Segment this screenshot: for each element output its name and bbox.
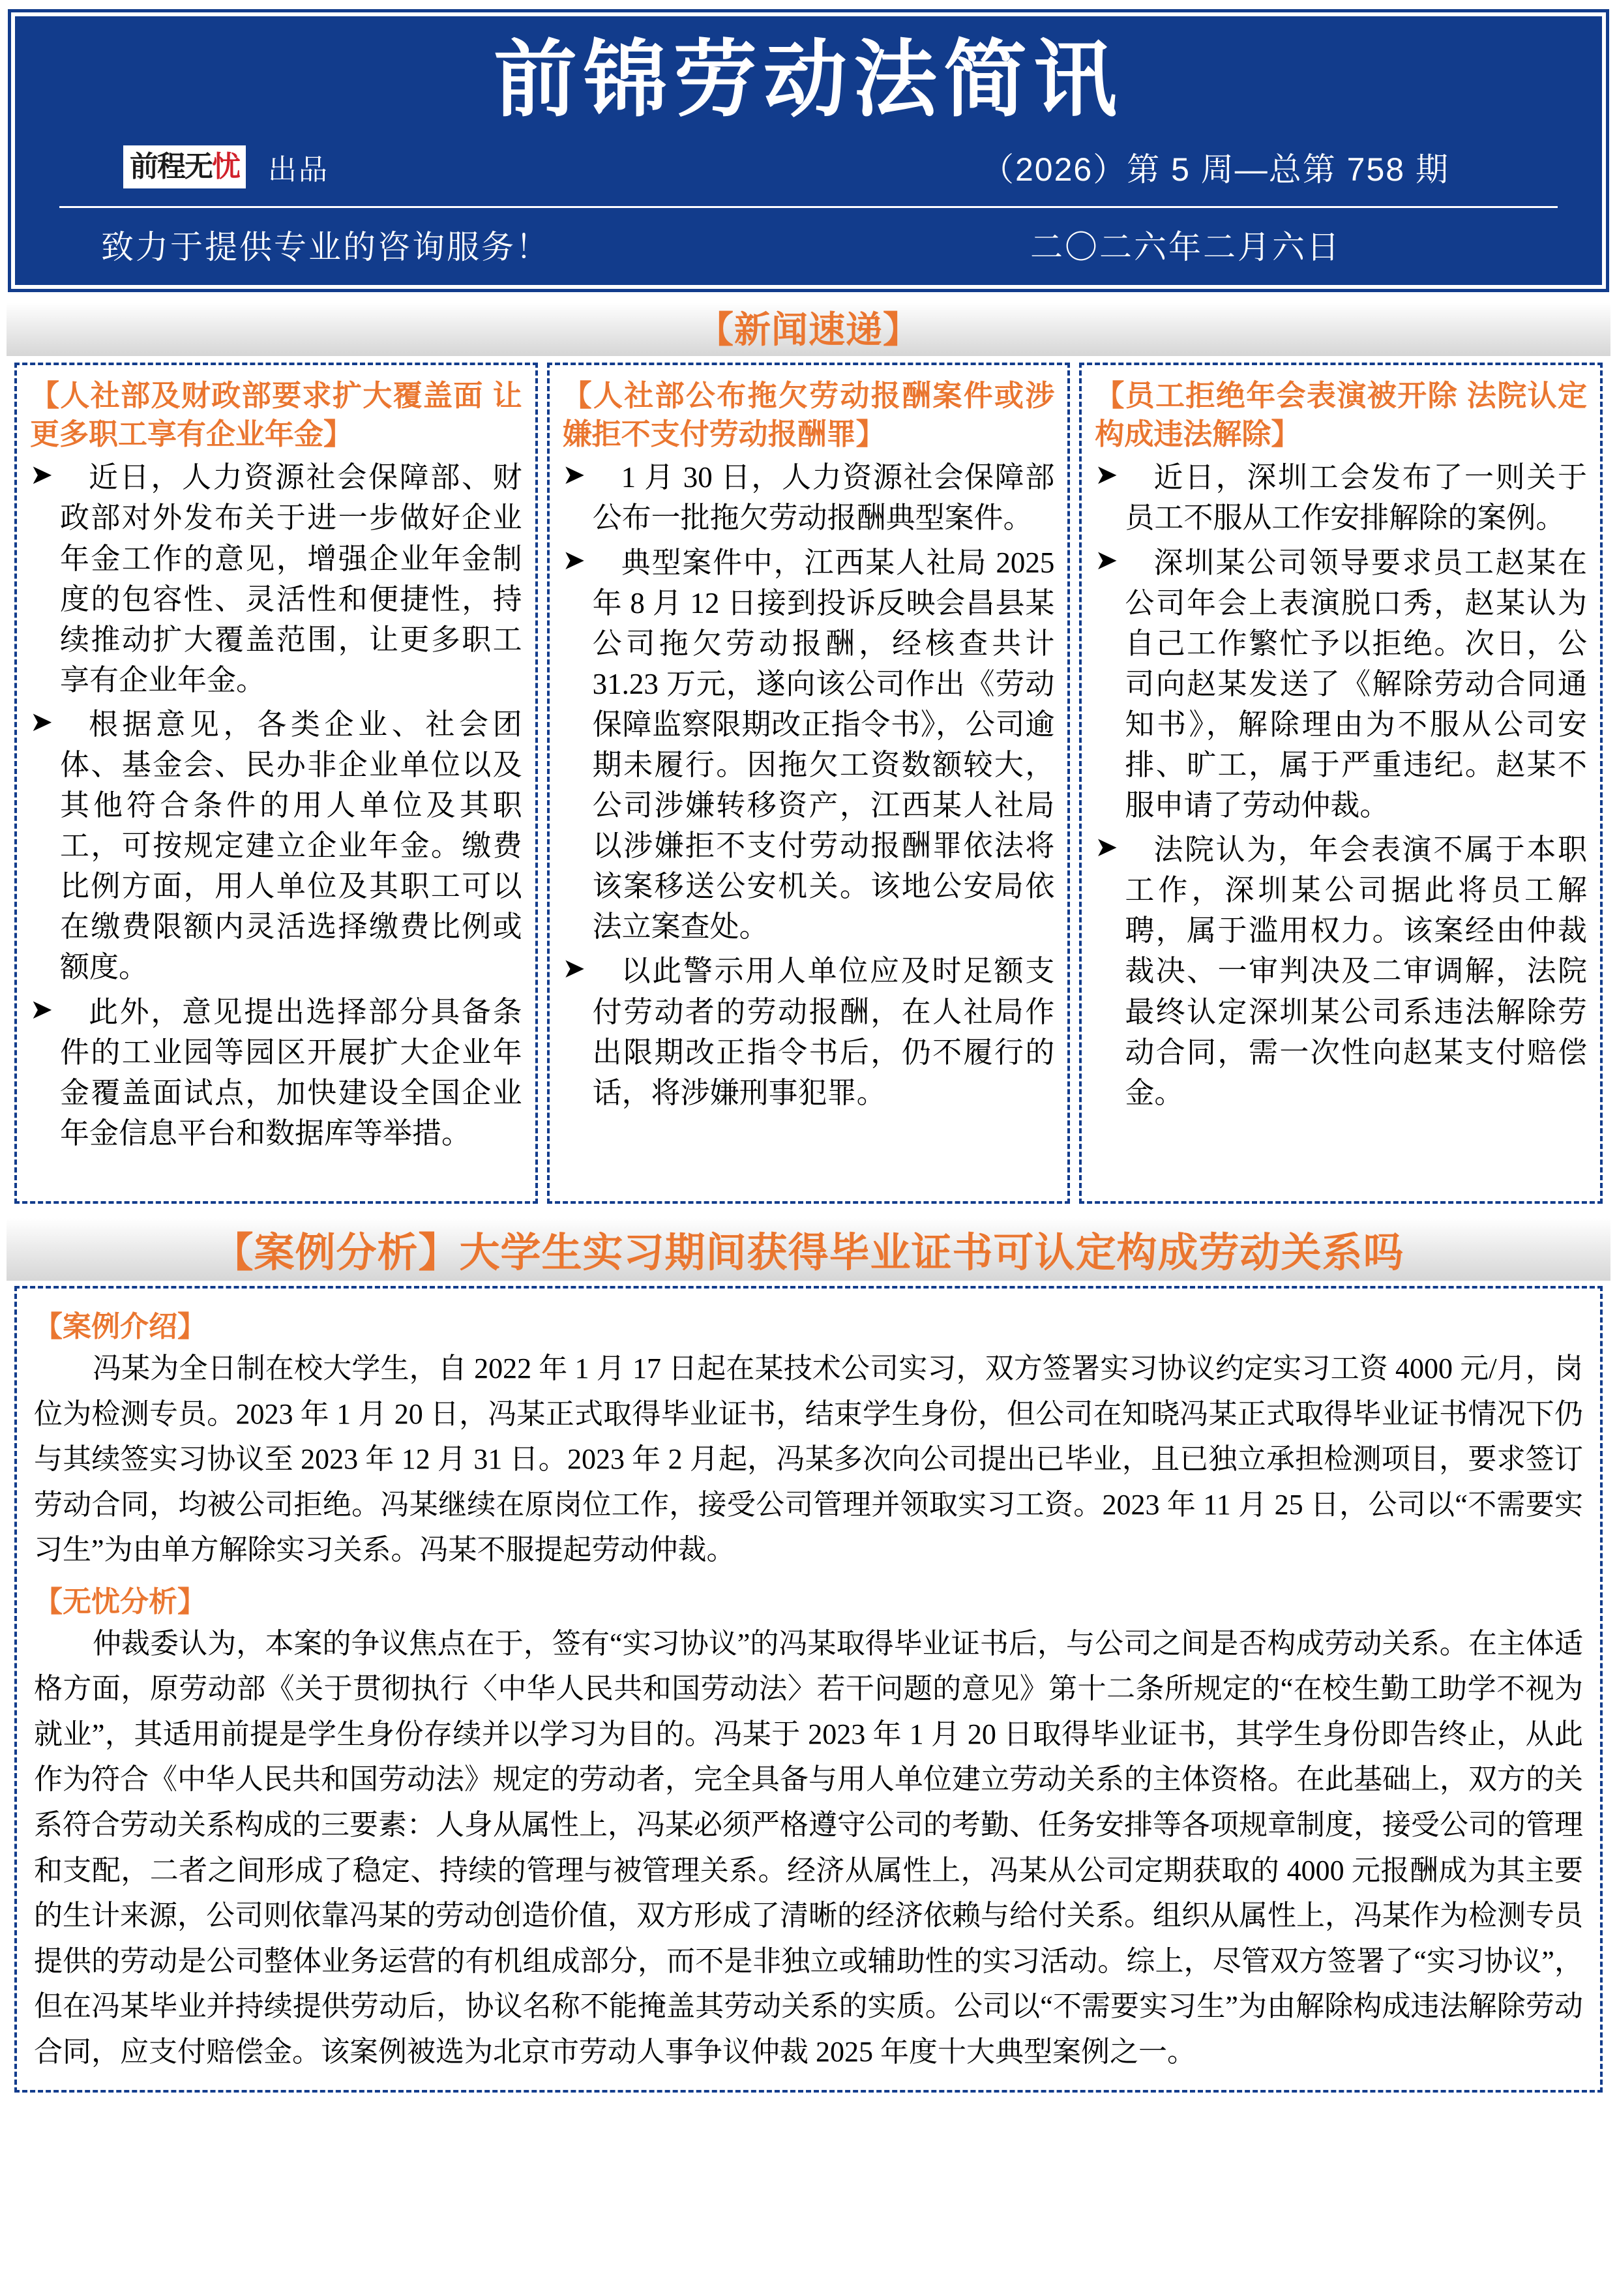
page-title: 前锦劳动法简讯 xyxy=(493,33,1123,127)
news-column-1 xyxy=(14,363,538,1204)
brand-logo xyxy=(123,145,246,188)
produced-by-label: 出品 xyxy=(268,154,329,186)
case-analysis-text: 仲裁委认为，本案的争议焦点在于，签有“实习协议”的冯某取得毕业证书后，与公司之间是否构成劳动关系。在主体适格方面，原劳动部《关于贯彻执行〈中华人民共和国劳动法〉若干问题的意见》第十二条所规定的“在校生勤工助学不视为就业”，其适用前提是学生身份存续并以学习为目的。冯某于 2023 年 1 月 20 日取得毕业证书，其学生身份即告终止，从此作为符合《中华人民共和国劳动法》规定的劳动者，完全具备与用人单位建立劳动关系的主体资格。在此基础上，双方的关系符合劳动关系构成的三要素：人身从属性上，冯某必须严格遵守公司的考勤、任务安排等各项规章制度，接受公司的管理和支配，二者之间形成了稳定、持续的管理与被管理关系。经济从属性上，冯某从公司定期获取的 4000 元报酬成为其主要的生计来源，公司则依靠冯某的劳动创造价值，双方形成了清晰的经济依赖与给付关系。组织从属性上，冯某作为检测专员提供的劳动是公司整体业务运营的有机组成部分，而不是非独立或辅助性的实习活动。综上，尽管双方签署了“实习协议”，但在冯某毕业并持续提供劳动后，协议名称不能掩盖其劳动关系的实质。公司以“不需要实习生”为由解除构成违法解除劳动合同，应支付赔偿金。该案例被选为北京市劳动人事争议仲裁 2025 年度十大典型案例之一。 xyxy=(34,1627,1583,2068)
masthead-container xyxy=(8,9,1609,292)
arrow-bullet-icon: ➤ xyxy=(30,460,53,491)
arrow-bullet-icon: ➤ xyxy=(30,994,53,1025)
case-intro-label: 【案例介绍】 xyxy=(34,1311,206,1343)
news-item-text: 1 月 30 日，人力资源社会保障部公布一批拖欠劳动报酬典型案件。 xyxy=(592,461,1055,535)
slogan-text: 致力于提供专业的咨询服务！ xyxy=(101,229,550,266)
arrow-bullet-icon: ➤ xyxy=(562,460,586,491)
arrow-bullet-icon: ➤ xyxy=(1095,545,1118,576)
arrow-bullet-icon: ➤ xyxy=(1095,460,1118,491)
case-analysis-box xyxy=(14,1286,1603,2093)
arrow-bullet-icon: ➤ xyxy=(562,545,586,576)
news-item-text: 典型案件中，江西某人社局 2025 年 8 月 12 日接到投诉反映会昌县某公司拖欠劳动报酬，经核查共计 31.23 万元，遂向该公司作出《劳动保障监察限期改正指令书》，公司逾期未履行。因拖欠工资数额较大，公司涉嫌转移资产，江西某人社局以涉嫌拒不支付劳动报酬罪依法将该案移送公安机关。该地公安局依法立案查处。 xyxy=(592,546,1055,944)
news-item-text: 近日，人力资源社会保障部、财政部对外发布关于进一步做好企业年金工作的意见，增强企业年金制度的包容性、灵活性和便捷性，持续推动扩大覆盖范围，让更多职工享有企业年金。 xyxy=(60,461,522,696)
news-item xyxy=(30,457,522,700)
masthead xyxy=(15,16,1602,285)
news-item xyxy=(563,951,1055,1112)
news-item xyxy=(30,992,522,1154)
news-item-text: 根据意见，各类企业、社会团体、基金会、民办非企业单位以及其他符合条件的用人单位及其职工，可按规定建立企业年金。缴费比例方面，用人单位及其职工可以在缴费限额内灵活选择缴费比例或额度。 xyxy=(60,708,522,984)
news-item xyxy=(563,543,1055,947)
case-section-banner xyxy=(7,1218,1610,1281)
brand-logo-text xyxy=(130,153,239,181)
news-column-1-title: 【人社部及财政部要求扩大覆盖面 让更多职工享有企业年金】 xyxy=(30,379,522,451)
news-column-3-title: 【员工拒绝年会表演被开除 法院认定构成违法解除】 xyxy=(1095,379,1588,451)
case-analysis-label: 【无忧分析】 xyxy=(34,1585,206,1618)
arrow-bullet-icon: ➤ xyxy=(1095,833,1118,863)
news-section-title: 【新闻速递】 xyxy=(697,309,920,351)
news-item-text: 法院认为，年会表演不属于本职工作，深圳某公司据此将员工解聘，属于滥用权力。该案经由仲裁裁决、一审判决及二审调解，法院最终认定深圳某公司系违法解除劳动合同，需一次性向赵某支付赔偿金。 xyxy=(1125,833,1588,1109)
news-item xyxy=(1095,543,1587,826)
issue-number: （2026）第 5 周—总第 758 期 xyxy=(981,151,1449,188)
case-intro-text: 冯某为全日制在校大学生，自 2022 年 1 月 17 日起在某技术公司实习，双方签署实习协议约定实习工资 4000 元/月，岗位为检测专员。2023 年 1 月 20 日，冯某正式取得毕业证书，结束学生身份，但公司在知晓冯某正式取得毕业证书情况下仍与其续签实习协议至 2023 年 12 月 31 日。2023 年 2 月起，冯某多次向公司提出已毕业，且已独立承担检测项目，要求签订劳动合同，均被公司拒绝。冯某继续在原岗位工作，接受公司管理并领取实习工资。2023 年 11 月 25 日，公司以“不需要实习生”为由单方解除实习关系。冯某不服提起劳动仲裁。 xyxy=(34,1352,1583,1566)
news-column-3 xyxy=(1079,363,1603,1204)
news-item xyxy=(30,704,522,988)
news-section-banner xyxy=(7,303,1610,356)
arrow-bullet-icon: ➤ xyxy=(562,954,586,985)
masthead-divider xyxy=(59,206,1558,208)
news-column-2 xyxy=(547,363,1071,1204)
masthead-slogan-row xyxy=(45,221,1572,271)
news-column-2-title: 【人社部公布拖欠劳动报酬案件或涉嫌拒不支付劳动报酬罪】 xyxy=(562,379,1055,451)
news-item-text: 近日，深圳工会发布了一则关于员工不服从工作安排解除的案例。 xyxy=(1125,461,1588,535)
news-item-text: 以此警示用人单位应及时足额支付劳动者的劳动报酬，在人社局作出限期改正指令书后，仍不履行的话，将涉嫌刑事犯罪。 xyxy=(592,955,1055,1109)
news-item-text: 深圳某公司领导要求员工赵某在公司年会上表演脱口秀，赵某认为自己工作繁忙予以拒绝。次日，公司向赵某发送了《解除劳动合同通知书》，解除理由为不服从公司安排、旷工，属于严重违纪。赵某不服申请了劳动仲裁。 xyxy=(1125,546,1588,822)
case-section-title: 【案例分析】大学生实习期间获得毕业证书可认定构成劳动关系吗 xyxy=(213,1230,1404,1276)
brand-logo-main: 前程无 xyxy=(130,151,212,183)
brand-logo-accent: 忧 xyxy=(212,151,239,183)
news-item xyxy=(563,457,1055,538)
news-item-text: 此外，意见提出选择部分具备条件的工业园等园区开展扩大企业年金覆盖面试点，加快建设全国企业年金信息平台和数据库等举措。 xyxy=(60,995,522,1150)
masthead-identity-row xyxy=(45,143,1572,190)
news-item xyxy=(1095,457,1587,538)
news-item xyxy=(1095,829,1587,1113)
news-columns xyxy=(14,363,1603,1204)
arrow-bullet-icon: ➤ xyxy=(30,707,53,738)
publish-date: 二〇二六年二月六日 xyxy=(1030,229,1341,266)
